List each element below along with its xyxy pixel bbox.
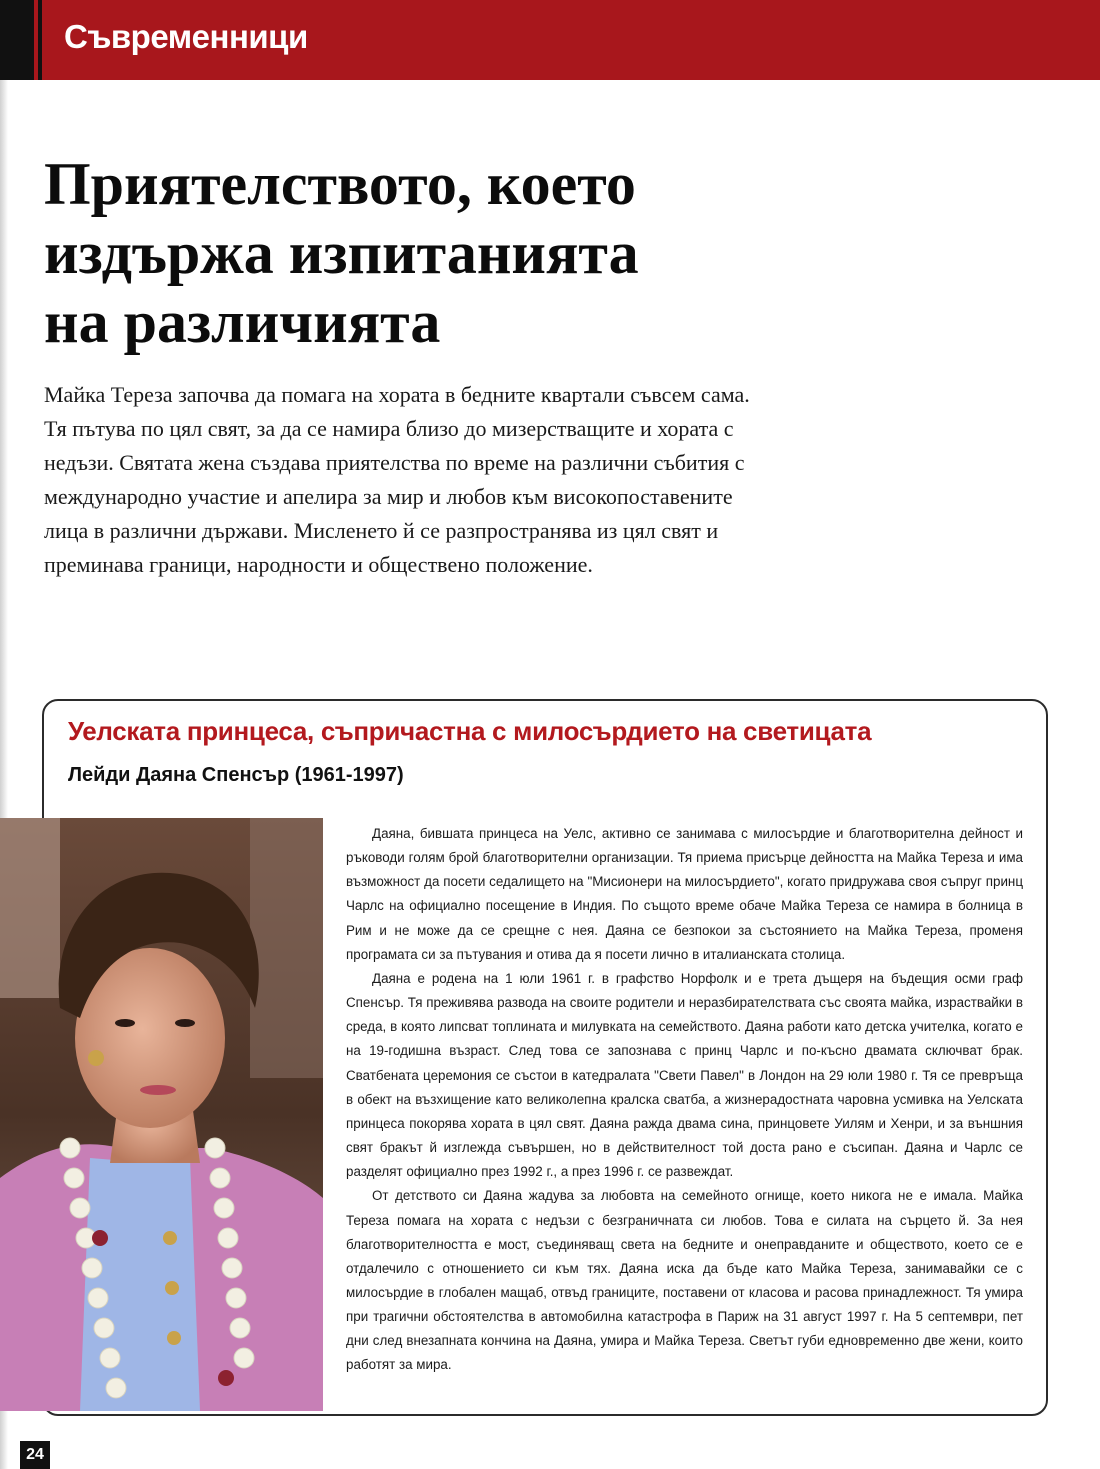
sidebar-box-title: Уелската принцеса, съпричастна с милосърдието на светицата <box>68 716 872 746</box>
article-title-line: издържа изпитанията <box>44 220 639 286</box>
article-title <box>44 150 804 357</box>
lead-line: Майка Тереза започва да помага на хората в бедните квартали съвсем сама. <box>44 382 750 407</box>
section-label: Съвременници <box>64 18 308 55</box>
article-title-line: Приятелството, което <box>44 151 636 217</box>
body-paragraph: От детството си Даяна жадува за любовта на семейното огнище, което никога не е имала. Майка Тереза помага на хората с недъзи с безграничната си любов. Това е силата на сърцето й. За нея благотворителността е мост, съединяващ света на бедните и онеправданите и обществото, което се е отдалечило с отношението си към тях. Даяна иска да бъде като Майка Тереза, занимавайки се с милосърдие в глобален мащаб, отвъд границите, поставени от класова и расова принадлежност. Тя умира при трагични обстоятелства в автомобилна катастрофа в Париж на 31 август 1997 г. На 5 септември, пет дни след внезапната кончина на Даяна, умира и Майка Тереза. Светът губи едновременно две жени, които работят за мира. <box>346 1188 1023 1373</box>
body-paragraph: Даяна е родена на 1 юли 1961 г. в графство Норфолк и е трета дъщеря на бъдещия осми граф Спенсър. Тя преживява развода на своите родители и неразбирателствата със своята майка, израствайки в среда, в която липсват топлината и милувката на семейството. Даяна работи като детска учителка, когато е на 19-годишна възраст. След това се запознава с принц Чарлс и по-късно двамата сключват брак. Сватбената церемония се състои в катедралата "Свети Павел" в Лондон на 29 юли 1980 г. Тя се превръща в обект на възхищение като великолепна кралска сватба, а жизнерадостната чаровна усмивка на Уелската принцеса покорява хората в цял свят. Даяна ражда двама сина, принцовете Уилям и Хенри, и за външния свят бракът й изглежда съвършен, но в действителност той доста рано е съсипан. Даяна и Чарлс се разделят официално през 1992 г., а през 1996 г. се развеждат. <box>346 970 1023 1180</box>
article-title-line: на различията <box>44 289 441 355</box>
article-lead <box>44 378 834 582</box>
portrait-photo <box>0 818 323 1411</box>
lead-line: недъзи. Святата жена създава приятелства по време на различни събития с <box>44 450 745 475</box>
section-header-bar <box>0 0 1100 80</box>
lead-line: международно участие и апелира за мир и любов към високопоставените <box>44 484 733 509</box>
sidebar-body-text <box>346 822 1023 1378</box>
body-paragraph: Даяна, бившата принцеса на Уелс, активно се занимава с милосърдие и благотворителна дейност и ръководи голям брой благотворителни организации. Тя приема присърце дейността на Майка Тереза и има възможност да посети седалището на "Мисионери на милосърдието", когато придружава своя съпруг принц Чарлс на официално посещение в Индия. По същото време обаче Майка Тереза се намира в болница в Рим и не може да се срещне с нея. Даяна се безпокои за състоянието на Майка Тереза, променя програмата си за пътувания и отива да я посети лично в италианската столица. <box>346 826 1023 962</box>
lead-line: лица в различни държави. Мисленето й се разпространява из цял свят и <box>44 518 719 543</box>
header-black-tab <box>0 0 34 80</box>
lead-line: Тя пътува по цял свят, за да се намира близо до мизерстващите и хората с <box>44 416 734 441</box>
header-rule <box>38 0 42 80</box>
page-number: 24 <box>20 1441 50 1469</box>
lead-line: преминава граници, народности и обществено положение. <box>44 552 593 577</box>
sidebar-box-subtitle: Лейди Даяна Спенсър (1961-1997) <box>68 764 404 786</box>
portrait-illustration <box>0 818 323 1411</box>
